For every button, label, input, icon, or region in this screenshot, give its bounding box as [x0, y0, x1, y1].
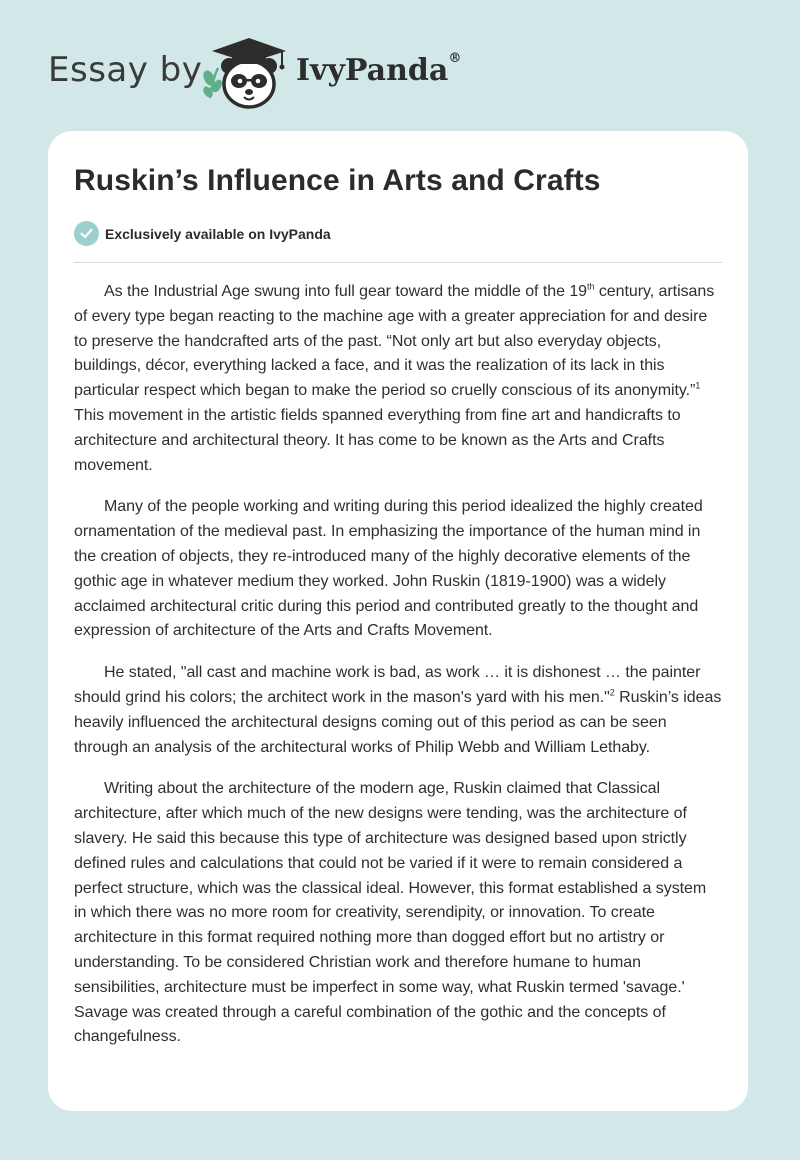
paragraph-text: Ruskin’s ideas heavily influenced the architectural designs coming out of this period as can be seen through an analysis of the architectural works of Philip Webb and William Lethaby.: [74, 688, 722, 756]
paragraph-text: As the Industrial Age swung into full gear toward the middle of the 19: [104, 283, 588, 300]
superscript: th: [587, 281, 595, 292]
paragraph: Writing about the architecture of the modern age, Ruskin claimed that Classical architecture, after which much of the new designs were tending, was the architecture of slavery. He said this because this type of architecture was designed based upon strictly defined rules and calculations that could not be varied if it were to remain considered a perfect structure, which was the classical ideal. However, this format established a system in which there was no more room for creativity, serendipity, or innovation. To create architecture in this format required nothing more than dogged effort but no artistry or understanding. To be considered Christian work and therefore humane to human sensibilities, architecture must be imperfect in some way, what Ruskin termed 'savage.' Savage was created through a careful combination of the gothic and the concepts of changefulness.: [74, 780, 707, 1046]
paragraph-text: This movement in the artistic fields spanned everything from fine art and handicrafts to architecture and architectural theory. It has come to be known as the Arts and Crafts movement.: [74, 406, 681, 474]
registered-mark: ®: [448, 51, 462, 66]
check-circle-icon: [74, 221, 99, 246]
divider: [74, 262, 722, 263]
site-header: [0, 0, 800, 120]
essay-body: [74, 280, 722, 1067]
panda-graduation-cap-icon[interactable]: [200, 34, 292, 110]
essay-card: [48, 131, 748, 1111]
paragraph: [74, 661, 722, 760]
brand-name[interactable]: [296, 53, 461, 88]
page-title: Ruskin’s Influence in Arts and Crafts: [74, 164, 601, 197]
essay-by-label: Essay by: [48, 50, 203, 90]
paragraph-text: century, artisans of every type began reacting to the machine age with a greater appreciation for and desire to preserve the handcrafted arts of the past. “Not only art but also everyday objects, buildings, décor, everything lacked a face, and it was the realization of its lack in this particular respect which began to make the period so cruelly conscious of its anonymity.”: [74, 283, 715, 400]
paragraph-text: He stated, "all cast and machine work is bad, as work … it is dishonest … the painter should grind his colors; the architect work in the mason's yard with his men.": [74, 664, 701, 706]
footnote-ref[interactable]: 2: [609, 687, 615, 698]
brand-label: IvyPanda: [296, 53, 449, 88]
footnote-ref[interactable]: 1: [695, 380, 701, 391]
exclusive-badge: [74, 221, 331, 246]
badge-label: Exclusively available on IvyPanda: [105, 225, 331, 242]
paragraph: Many of the people working and writing during this period idealized the highly created ornamentation of the medieval past. In emphasizing the importance of the human mind in the creation of objects, they re-introduced many of the highly decorative elements of the gothic age in whatever medium they worked. John Ruskin (1819-1900) was a widely acclaimed architectural critic during this period and contributed greatly to the thought and expression of architecture of the Arts and Crafts Movement.: [74, 498, 703, 640]
paragraph: [74, 280, 722, 478]
